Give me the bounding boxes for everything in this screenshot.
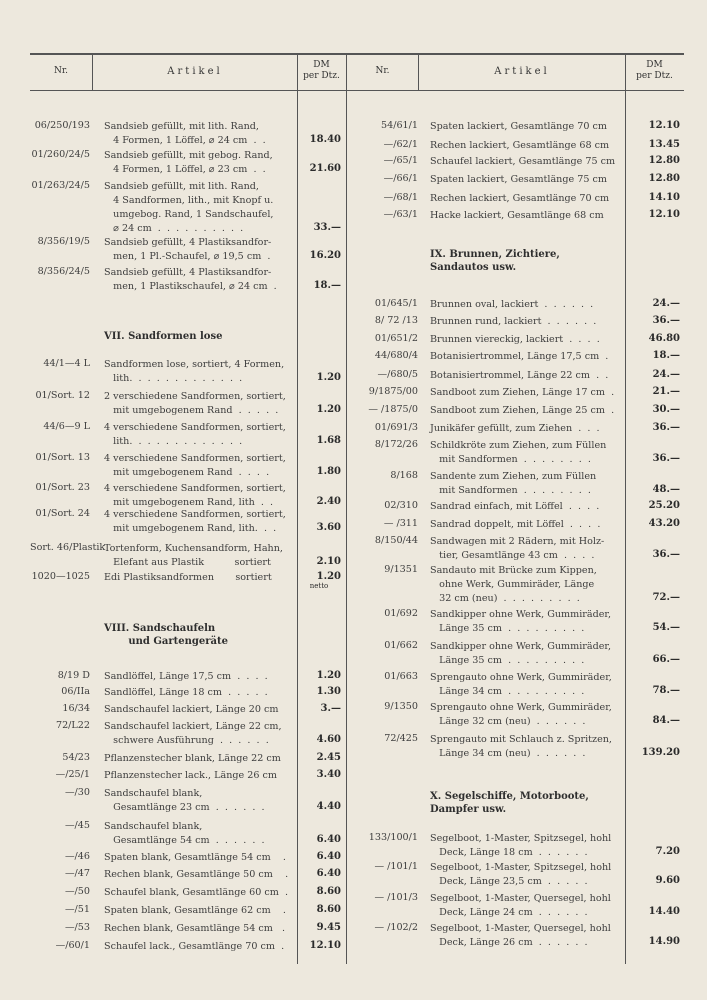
price-value: 18.40 — [309, 134, 341, 145]
article-description: Sandkipper ohne Werk, Gummiräder, Länge 35 cm . . . . . . . . . — [430, 641, 612, 666]
article-number: —/47 — [64, 868, 90, 879]
price-value: 16.20 — [309, 250, 341, 261]
article-number: 02/310 — [384, 500, 418, 511]
article-number: 01/692 — [384, 608, 418, 619]
article-number: 06/250/193 — [34, 120, 90, 131]
article-description: Sandschaufel blank, Gesamtlänge 23 cm . . . . . . — [104, 788, 265, 813]
article-price — [625, 654, 680, 665]
section-heading: VII. Sandformen lose — [104, 331, 223, 342]
price-value: 9.45 — [316, 922, 341, 933]
article-description: Sandboot zum Ziehen, Länge 25 cm . — [430, 405, 615, 416]
article-description: Sandwagen mit 2 Rädern, mit Holz- tier, Gesamtlänge 43 cm . . . . — [430, 536, 605, 561]
price-value: 12.80 — [648, 173, 680, 184]
article-price — [297, 404, 341, 415]
article-description: Brunnen viereckig, lackiert . . . . — [430, 334, 600, 345]
price-value: 36.— — [652, 422, 680, 433]
article-description: Sandschaufel lackiert, Länge 22 cm, schwere Ausführung . . . . . . — [104, 721, 282, 746]
article-description: Segelboot, 1-Master, Quersegel, hohl Deck, Länge 24 cm . . . . . . — [430, 893, 611, 918]
price-value: 3.— — [320, 703, 341, 714]
price-value: 46.80 — [648, 333, 680, 344]
article-number: 01/663 — [384, 671, 418, 682]
price-value: 33.— — [313, 222, 341, 233]
article-price — [297, 703, 341, 714]
price-value: 21.— — [652, 386, 680, 397]
article-number: 1020—1025 — [31, 571, 90, 582]
price-value: 1.80 — [316, 466, 341, 477]
header-dm: DM — [313, 60, 330, 70]
article-description: Sandente zum Ziehen, zum Füllen mit Sandformen . . . . . . . . — [430, 471, 597, 496]
price-value: 2.10 — [316, 556, 341, 567]
price-value: 25.20 — [648, 500, 680, 511]
article-description: 4 verschiedene Sandformen, sortiert, lith. . . . . . . . . . . . . — [104, 422, 286, 447]
header-dm: DM — [646, 60, 663, 70]
article-number: 01/263/24/5 — [31, 180, 90, 191]
price-value: 4.40 — [316, 801, 341, 812]
article-price — [297, 372, 341, 383]
article-number: 01/662 — [384, 640, 418, 651]
article-price — [625, 298, 680, 309]
divider — [297, 54, 298, 964]
article-number: —/62/1 — [383, 139, 418, 150]
price-value: 4.60 — [316, 734, 341, 745]
article-price — [297, 496, 341, 507]
article-number: —/65/1 — [383, 155, 418, 166]
article-description: Segelboot, 1-Master, Spitzsegel, hohl Deck, Länge 23,5 cm . . . . . — [430, 862, 612, 887]
article-number: 01/645/1 — [374, 298, 418, 309]
article-description: Spaten blank, Gesamtlänge 62 cm . — [104, 905, 286, 916]
article-price — [625, 404, 680, 415]
article-number: 01/Sort. 13 — [35, 452, 90, 463]
article-description: Hacke lackiert, Gesamtlänge 68 cm — [430, 210, 604, 221]
article-description: Tortenform, Kuchensandform, Hahn, Elefant aus Plastik sortiert — [104, 543, 283, 568]
article-price — [625, 120, 680, 131]
price-value: 8.60 — [316, 886, 341, 897]
price-value: 12.10 — [648, 209, 680, 220]
article-number: 9/1875/00 — [368, 386, 418, 397]
article-number: —/60/1 — [55, 940, 90, 951]
article-price — [625, 715, 680, 726]
article-price — [297, 250, 341, 261]
header-artikel: Artikel — [167, 66, 223, 77]
price-value: 13.45 — [648, 139, 680, 150]
article-description: Brunnen rund, lackiert . . . . . . — [430, 316, 597, 327]
article-number: 8/172/26 — [374, 439, 418, 450]
article-price — [625, 875, 680, 886]
article-price — [625, 936, 680, 947]
article-price — [297, 435, 341, 446]
price-value: 12.80 — [648, 155, 680, 166]
article-number: Sort. 46/Plastik — [30, 542, 106, 553]
article-description: Sandlöffel, Länge 17,5 cm . . . . — [104, 671, 268, 682]
header-artikel: Artikel — [494, 66, 550, 77]
article-number: —/66/1 — [383, 173, 418, 184]
article-description: Sprengauto mit Schlauch z. Spritzen, Länge 34 cm (neu) . . . . . . — [430, 734, 612, 759]
article-description: Sandsieb gefüllt, mit lith. Rand, 4 Formen, 1 Löffel, ⌀ 24 cm . . — [104, 121, 266, 146]
section-heading: IX. Brunnen, Zichtiere, Sandautos usw. — [430, 249, 560, 273]
price-value: 18.— — [652, 350, 680, 361]
article-number: 133/100/1 — [368, 832, 418, 843]
price-note: netto — [309, 582, 329, 590]
article-description: Sandauto mit Brücke zum Kippen, ohne Werk, Gummiräder, Länge 32 cm (neu) . . . . . . . . . — [430, 565, 597, 604]
price-value: 54.— — [652, 622, 680, 633]
article-description: Schaufel blank, Gesamtlänge 60 cm . — [104, 887, 289, 898]
article-price — [297, 801, 341, 812]
article-price — [625, 315, 680, 326]
article-description: Pflanzenstecher blank, Länge 22 cm — [104, 753, 281, 764]
article-price — [625, 592, 680, 603]
article-number: 54/23 — [62, 752, 90, 763]
article-description: Sprengauto ohne Werk, Gummiräder, Länge 34 cm . . . . . . . . . — [430, 672, 612, 697]
article-price — [297, 556, 341, 567]
price-value: 36.— — [652, 453, 680, 464]
article-price — [297, 851, 341, 862]
article-description: Schaufel lackiert, Gesamtlänge 75 cm — [430, 156, 616, 167]
article-price — [625, 549, 680, 560]
article-description: Junikäfer gefüllt, zum Ziehen . . . — [430, 423, 600, 434]
article-number: 72/425 — [384, 733, 418, 744]
price-value: 1.30 — [316, 686, 341, 697]
header-per-dtz: per Dtz. — [636, 71, 673, 81]
price-value: 6.40 — [316, 868, 341, 879]
article-price — [625, 500, 680, 511]
article-price — [625, 685, 680, 696]
article-description: Rechen blank, Gesamtlänge 54 cm . — [104, 923, 286, 934]
price-value: 14.10 — [648, 192, 680, 203]
header-nr: Nr. — [53, 66, 69, 76]
article-number: — /311 — [383, 518, 418, 529]
article-price — [297, 834, 341, 845]
article-number: —/46 — [64, 851, 90, 862]
article-description: 4 verschiedene Sandformen, sortiert, mit umgebogenem Rand . . . . — [104, 453, 286, 478]
article-description: Schildkröte zum Ziehen, zum Füllen mit Sandformen . . . . . . . . — [430, 440, 607, 465]
article-number: —/63/1 — [383, 209, 418, 220]
article-number: 01/691/3 — [374, 422, 418, 433]
article-number: — /1875/0 — [368, 404, 418, 415]
price-value: 2.45 — [316, 752, 341, 763]
price-value: 12.10 — [648, 120, 680, 131]
article-description: Sandboot zum Ziehen, Länge 17 cm . — [430, 387, 615, 398]
article-description: Botanisiertrommel, Länge 22 cm . . — [430, 370, 609, 381]
article-price — [625, 906, 680, 917]
article-price — [625, 369, 680, 380]
article-description: Sprengauto ohne Werk, Gummiräder, Länge 32 cm (neu) . . . . . . — [430, 702, 612, 727]
article-number: —/45 — [64, 820, 90, 831]
article-price — [625, 192, 680, 203]
article-number: 44/6—9 L — [43, 421, 90, 432]
price-value: 12.10 — [309, 940, 341, 951]
article-price — [297, 670, 341, 681]
article-description: 2 verschiedene Sandformen, sortiert, mit umgebogenem Rand . . . . . — [104, 391, 286, 416]
article-number: 8/356/24/5 — [37, 266, 90, 277]
article-description: Sandlöffel, Länge 18 cm . . . . . — [104, 687, 268, 698]
article-price — [297, 734, 341, 745]
article-description: Edi Plastiksandformen sortiert — [104, 572, 272, 583]
article-number: 8/150/44 — [374, 535, 418, 546]
price-value: 9.60 — [655, 875, 680, 886]
article-number: 54/61/1 — [381, 120, 418, 131]
price-value: 1.68 — [316, 435, 341, 446]
article-description: Segelboot, 1-Master, Spitzsegel, hohl Deck, Länge 18 cm . . . . . . — [430, 833, 612, 858]
article-description: Sandschaufel lackiert, Länge 20 cm — [104, 704, 279, 715]
article-number: —/50 — [64, 886, 90, 897]
article-price — [625, 386, 680, 397]
price-value: 21.60 — [309, 163, 341, 174]
article-number: 44/1—4 L — [43, 358, 90, 369]
article-number: —/25/1 — [55, 769, 90, 780]
article-number: 8/ 72 /13 — [374, 315, 418, 326]
section-heading: VIII. Sandschaufeln und Gartengeräte — [104, 623, 229, 647]
article-number: —/68/1 — [383, 192, 418, 203]
price-value: 8.60 — [316, 904, 341, 915]
article-number: —/30 — [64, 787, 90, 798]
price-value: 14.40 — [648, 906, 680, 917]
article-description: Sandrad doppelt, mit Löffel . . . . — [430, 519, 601, 530]
article-price — [297, 886, 341, 897]
article-price — [625, 333, 680, 344]
header-nr: Nr. — [375, 66, 390, 76]
article-description: Brunnen oval, lackiert . . . . . . — [430, 299, 594, 310]
article-price — [297, 222, 341, 233]
article-number: 8/19 D — [57, 670, 90, 681]
price-value: 1.20 — [316, 372, 341, 383]
header-per-dtz: per Dtz. — [303, 71, 340, 81]
price-value: 84.— — [652, 715, 680, 726]
article-description: Sandsieb gefüllt, mit gebog. Rand, 4 Formen, 1 Löffel, ⌀ 23 cm . . — [104, 150, 273, 175]
section-heading: X. Segelschiffe, Motorboote, Dampfer usw. — [430, 791, 589, 815]
article-price — [297, 163, 341, 174]
price-value: 1.20 — [316, 670, 341, 681]
price-value: 43.20 — [648, 518, 680, 529]
article-description: Sandformen lose, sortiert, 4 Formen, lith. . . . . . . . . . . . . — [104, 359, 285, 384]
article-price — [625, 453, 680, 464]
price-value: 18.— — [313, 280, 341, 291]
price-value: 139.20 — [641, 747, 680, 758]
article-price — [297, 752, 341, 763]
article-number: — /102/2 — [374, 922, 418, 933]
article-price — [625, 155, 680, 166]
article-number: 01/Sort. 12 — [35, 390, 90, 401]
price-value: 3.60 — [316, 522, 341, 533]
article-price — [625, 173, 680, 184]
article-number: — /101/1 — [374, 861, 418, 872]
price-value: 24.— — [652, 369, 680, 380]
article-price — [625, 422, 680, 433]
article-description: Schaufel lack., Gesamtlänge 70 cm . — [104, 941, 285, 952]
article-description: Rechen blank, Gesamtlänge 50 cm . — [104, 869, 289, 880]
price-value: 3.40 — [316, 769, 341, 780]
price-value: 1.20 — [316, 404, 341, 415]
article-price — [625, 518, 680, 529]
article-number: —/680/5 — [377, 369, 418, 380]
price-value: 30.— — [652, 404, 680, 415]
article-description: Segelboot, 1-Master, Quersegel, hohl Deck, Länge 26 cm . . . . . . — [430, 923, 611, 948]
article-description: Rechen lackiert, Gesamtlänge 68 cm — [430, 140, 610, 151]
article-price — [625, 622, 680, 633]
price-value: 2.40 — [316, 496, 341, 507]
article-price — [297, 686, 341, 697]
article-number: — /101/3 — [374, 892, 418, 903]
price-value: 66.— — [652, 654, 680, 665]
article-price — [297, 571, 341, 590]
article-description: 4 verschiedene Sandformen, sortiert, mit umgebogenem Rand, lith . . — [104, 483, 286, 508]
article-description: Sandkipper ohne Werk, Gummiräder, Länge 35 cm . . . . . . . . . — [430, 609, 612, 634]
article-number: 01/651/2 — [374, 333, 418, 344]
article-number: 8/168 — [390, 470, 418, 481]
article-price — [625, 484, 680, 495]
article-price — [297, 940, 341, 951]
price-value: 24.— — [652, 298, 680, 309]
price-value: 48.— — [652, 484, 680, 495]
article-price — [297, 280, 341, 291]
price-value: 7.20 — [655, 846, 680, 857]
article-description: Sandsieb gefüllt, 4 Plastiksandfor- men, 1 Pl.-Schaufel, ⌀ 19,5 cm . — [104, 237, 272, 262]
article-price — [297, 769, 341, 780]
price-value: 6.40 — [316, 834, 341, 845]
top-rule — [30, 53, 684, 55]
article-number: 06/IIa — [61, 686, 90, 697]
article-price — [625, 139, 680, 150]
article-number: 01/Sort. 23 — [35, 482, 90, 493]
article-price — [297, 522, 341, 533]
article-description: Sandschaufel blank, Gesamtlänge 54 cm . . . . . . — [104, 821, 265, 846]
article-price — [625, 846, 680, 857]
article-price — [297, 134, 341, 145]
article-price — [297, 904, 341, 915]
article-number: 72/L22 — [55, 720, 90, 731]
article-price — [297, 466, 341, 477]
article-number: 9/1350 — [384, 701, 418, 712]
article-price — [625, 747, 680, 758]
article-description: Spaten lackiert, Gesamtlänge 75 cm — [430, 174, 607, 185]
price-value: 78.— — [652, 685, 680, 696]
article-description: Spaten blank, Gesamtlänge 54 cm . — [104, 852, 286, 863]
article-description: 4 verschiedene Sandformen, sortiert, mit umgebogenem Rand, lith. . . — [104, 509, 286, 534]
article-description: Sandsieb gefüllt, mit lith. Rand, 4 Sandformen, lith., mit Knopf u. umgebog. Rand, 1 Sandschaufel, ⌀ 24 cm . . . . . . . . . . — [104, 181, 274, 234]
article-price — [297, 868, 341, 879]
article-number: 16/34 — [62, 703, 90, 714]
article-price — [625, 350, 680, 361]
article-description: Sandrad einfach, mit Löffel . . . . — [430, 501, 600, 512]
price-value: 6.40 — [316, 851, 341, 862]
article-number: —/51 — [64, 904, 90, 915]
price-value: 1.20 — [316, 571, 341, 582]
article-number: 8/356/19/5 — [37, 236, 90, 247]
price-value: 72.— — [652, 592, 680, 603]
article-description: Sandsieb gefüllt, 4 Plastiksandfor- men, 1 Plastikschaufel, ⌀ 24 cm . — [104, 267, 277, 292]
header-rule — [30, 90, 684, 91]
price-value: 36.— — [652, 315, 680, 326]
article-price — [625, 209, 680, 220]
article-number: 9/1351 — [384, 564, 418, 575]
article-price — [297, 922, 341, 933]
article-description: Botanisiertrommel, Länge 17,5 cm . — [430, 351, 609, 362]
article-description: Pflanzenstecher lack., Länge 26 cm — [104, 770, 277, 781]
price-value: 36.— — [652, 549, 680, 560]
article-number: 44/680/4 — [374, 350, 418, 361]
article-number: 01/Sort. 24 — [35, 508, 90, 519]
article-description: Rechen lackiert, Gesamtlänge 70 cm — [430, 193, 610, 204]
article-number: 01/260/24/5 — [31, 149, 90, 160]
article-description: Spaten lackiert, Gesamtlänge 70 cm — [430, 121, 607, 132]
article-number: —/53 — [64, 922, 90, 933]
price-value: 14.90 — [648, 936, 680, 947]
